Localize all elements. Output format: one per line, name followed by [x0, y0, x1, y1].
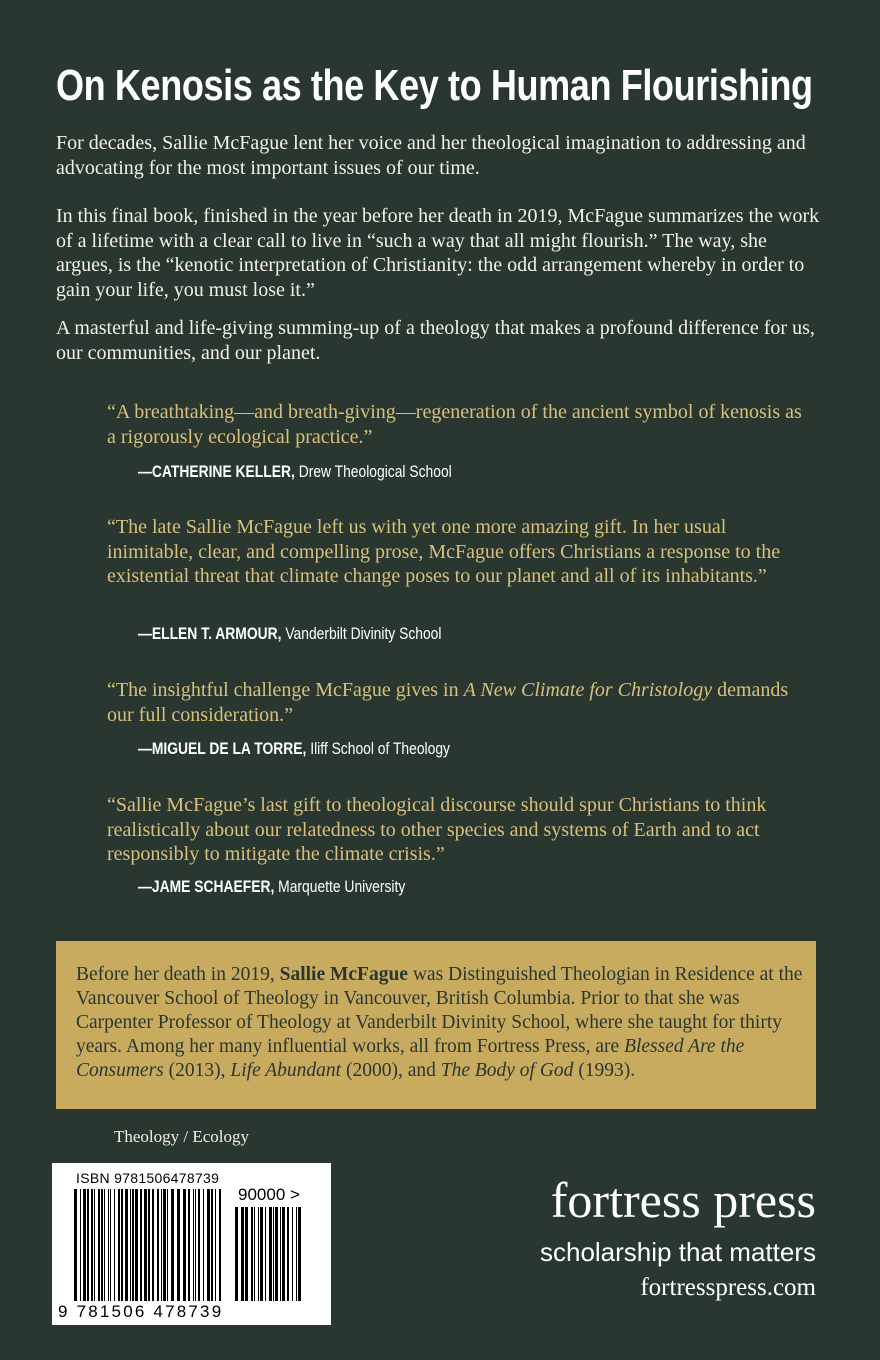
barcode-bar — [80, 1189, 81, 1301]
barcode-bar — [292, 1207, 293, 1301]
book-title: On Kenosis as the Key to Human Flourishing — [56, 61, 813, 110]
isbn-barcode — [52, 1163, 331, 1325]
endorser-name: —MIGUEL DE LA TORRE, — [138, 740, 307, 758]
barcode-bar — [282, 1207, 285, 1301]
barcode-bar — [163, 1189, 166, 1301]
barcode-bar — [152, 1189, 154, 1301]
barcode-bar — [203, 1189, 204, 1301]
barcode-bar — [280, 1207, 281, 1301]
barcode-bar — [254, 1207, 255, 1301]
author-bio-box — [56, 941, 816, 1109]
barcode-bar — [188, 1189, 190, 1301]
endorser-name: —CATHERINE KELLER, — [138, 463, 295, 481]
barcode-bar — [207, 1189, 210, 1301]
endorser-affiliation: Vanderbilt Divinity School — [285, 625, 442, 643]
author-bio: Before her death in 2019, Sallie McFague was Distinguished Theologian in Residence at the Vancouver School of Theology in Vancouver, British Columbia. Prior to that she was Carpenter Professor of Theology at Vanderbilt Divinity School, where she taught for thirty years. Among her many influential works, all from Fortress Press, are Blessed Are the Consumers (2013), Life Abundant (2000), and The Body of God (1993). — [76, 964, 803, 1081]
publisher-logo: fortress press — [550, 1172, 816, 1228]
barcode-bar — [108, 1189, 109, 1301]
description-paragraph-3: A masterful and life-giving summing-up of a theology that makes a profound difference for us, our communities, and our planet. — [56, 317, 815, 364]
isbn-digits: 9 781506 478739 — [58, 1302, 224, 1321]
endorsement-quote-4: “Sallie McFague’s last gift to theological discourse should spur Christians to think realistically about our relatedness to other species and systems of Earth and to act responsibly to mitigate the climate crisis.” — [107, 794, 767, 865]
endorsement-attribution-1 — [138, 462, 452, 482]
barcode-bar — [269, 1207, 272, 1301]
description-paragraph-2: In this final book, finished in the year before her death in 2019, McFague summarizes the work of a lifetime with a clear call to live in “such a way that all might flourish.” The way, she argues, is the “kenotic interpretation of Christianity: the odd arrangement whereby in order to gain your life, you must lose it.” — [56, 205, 820, 301]
barcode-bar — [110, 1189, 111, 1301]
endorsement-quote-2: “The late Sallie McFague left us with yet one more amazing gift. In her usual inimitable, clear, and compelling prose, McFague offers Christians a response to the existential threat that climate change poses to our planet and all of its inhabitants.” — [107, 516, 781, 587]
description-paragraph-1: For decades, Sallie McFague lent her voice and her theological imagination to addressing and advocating for the most important issues of our time. — [56, 132, 806, 179]
barcode-bar — [140, 1189, 142, 1301]
endorsement-attribution-3 — [138, 739, 450, 759]
barcode-bar — [135, 1189, 138, 1301]
barcode-bar — [167, 1189, 168, 1301]
author-name: Sallie McFague — [279, 964, 408, 985]
barcode-bar — [275, 1207, 278, 1301]
barcode-bar — [298, 1207, 301, 1301]
barcode-bar — [125, 1189, 128, 1301]
barcode-bar — [198, 1189, 200, 1301]
barcode-bar — [130, 1189, 131, 1301]
barcode-bar — [98, 1189, 100, 1301]
barcode-bar — [245, 1207, 248, 1301]
endorsement-quote-1: “A breathtaking—and breath-giving—regeneration of the ancient symbol of kenosis as a rigorously ecological practice.” — [107, 401, 802, 448]
barcode-bar — [193, 1189, 194, 1301]
barcode-bar — [177, 1189, 180, 1301]
book-category: Theology / Ecology — [114, 1127, 250, 1146]
endorsement-attribution-2 — [138, 624, 441, 644]
barcode-bar — [215, 1189, 216, 1301]
isbn-label: ISBN 9781506478739 — [76, 1170, 220, 1186]
barcode-bar — [91, 1189, 93, 1301]
barcode-bar — [83, 1189, 86, 1301]
publisher-url[interactable]: fortresspress.com — [640, 1274, 816, 1301]
barcode-bar — [118, 1189, 120, 1301]
endorser-affiliation: Iliff School of Theology — [310, 740, 450, 758]
work-title: Life Abundant — [230, 1060, 342, 1081]
barcode-bar — [74, 1189, 77, 1301]
barcode-bar — [195, 1189, 196, 1301]
price-code: 90000 > — [238, 1185, 300, 1204]
endorser-affiliation: Drew Theological School — [298, 463, 452, 481]
barcode-bar — [183, 1189, 186, 1301]
barcode-bar — [114, 1189, 115, 1301]
barcode-bar — [101, 1189, 103, 1301]
barcode-bar — [235, 1207, 238, 1301]
barcode-bar — [171, 1189, 174, 1301]
barcode-bar — [144, 1189, 147, 1301]
barcode-bar — [241, 1207, 244, 1301]
endorser-name: —JAME SCHAEFER, — [138, 878, 275, 896]
endorser-name: —ELLEN T. ARMOUR, — [138, 625, 282, 643]
barcode-bar — [273, 1207, 274, 1301]
barcode-bar — [148, 1189, 150, 1301]
barcode-bar — [219, 1189, 221, 1301]
endorsement-attribution-4 — [138, 877, 405, 897]
publisher-tagline: scholarship that matters — [539, 1237, 816, 1267]
endorsement-quote-3: “The insightful challenge McFague gives in A New Climate for Christology demands our full consideration.” — [107, 679, 789, 726]
barcode-bar — [161, 1189, 162, 1301]
barcode-bar — [260, 1207, 263, 1301]
barcode-bar — [296, 1207, 297, 1301]
work-title: Blessed Are the Consumers — [76, 1036, 745, 1081]
barcode-bar — [265, 1207, 266, 1301]
endorser-affiliation: Marquette University — [278, 878, 406, 896]
work-title: The Body of God — [440, 1060, 574, 1081]
barcode-bar — [132, 1189, 134, 1301]
barcode-bar — [94, 1189, 95, 1301]
barcode-bar — [87, 1189, 89, 1301]
barcode-bar — [104, 1189, 105, 1301]
barcode-bar — [251, 1207, 253, 1301]
book-title-italic: A New Climate for Christology — [463, 679, 713, 701]
barcode-bar — [258, 1207, 259, 1301]
barcode-bar — [121, 1189, 123, 1301]
barcode-bar — [157, 1189, 159, 1301]
barcode-bar — [287, 1207, 289, 1301]
barcode-bar — [211, 1189, 213, 1301]
